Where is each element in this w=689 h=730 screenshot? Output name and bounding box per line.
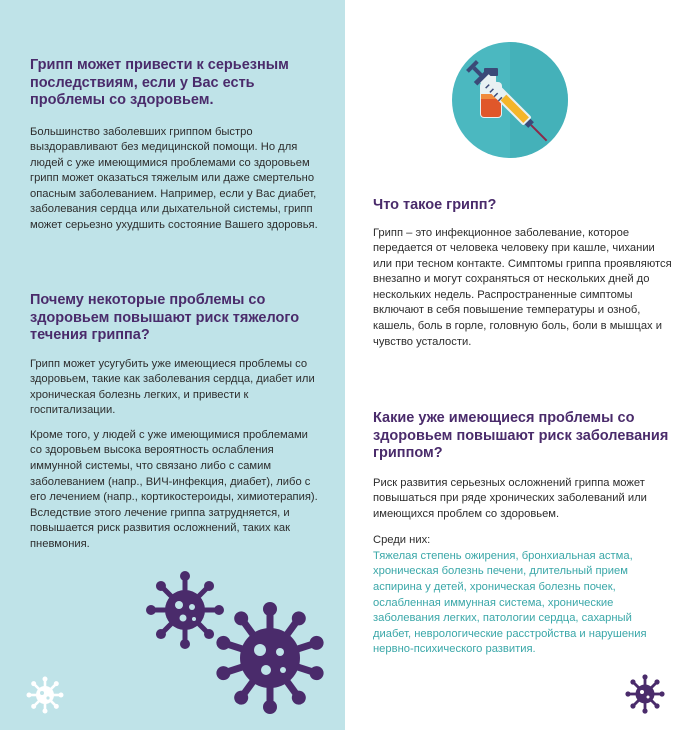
- right-section-1-title: Что такое грипп?: [373, 197, 497, 213]
- virus-icon: [625, 674, 665, 714]
- left-section-1-body: Большинство заболевших гриппом быстро выздоравливают без медицинской помощи. Но для людей с уже имеющимися проблемами со здоровьем грипп может оказаться тяжелым или даже смертельно опасным заболеванием. Например, если у Вас диабет, заболевания сердца или дыхательной системы, грипп может серьезно ухудшить состояние Вашего здоровья.: [30, 125, 318, 232]
- left-section-2: [30, 292, 320, 553]
- right-section-2-body: Риск развития серьезных осложнений гриппа может повышаться при ряде хронических заболеваний или имеющихся проблем со здоровьем.: [373, 476, 647, 520]
- vaccine-syringe-icon: [450, 40, 570, 160]
- right-section-2: [373, 410, 673, 658]
- right-section-2-list: Тяжелая степень ожирения, бронхиальная астма, хроническая болезнь печени, длительный прием аспирина у детей, хроническая болезнь почек, ослабленная иммунная система, хронические заболевания легких, патологии сердца, сахарный диабет, неврологические расстройства и нарушения нервно-психического развития.: [373, 549, 647, 656]
- right-section-2-list-intro: Среди них:: [373, 534, 431, 547]
- virus-icon: [26, 676, 64, 714]
- left-section-2-para2: Кроме того, у людей с уже имеющимися проблемами со здоровьем высока вероятность ослабления иммунной системы, что связано либо с самим заболеванием (напр., ВИЧ-инфекция, диабет), либо с его лечением (напр., кортикостероиды, химиотерапия). Вследствие этого лечение гриппа затрудняется, и повышается риск развития осложнений, таких как пневмония.: [30, 428, 318, 551]
- right-section-2-title: Какие уже имеющиеся проблемы со здоровьем повышают риск заболевания гриппом?: [373, 410, 669, 461]
- virus-icon: [212, 600, 328, 716]
- left-section-1-title: Грипп может привести к серьезным последствиям, если у Вас есть проблемы со здоровьем.: [30, 57, 289, 108]
- right-section-1: [373, 197, 673, 350]
- left-section-2-title: Почему некоторые проблемы со здоровьем повышают риск тяжелого течения гриппа?: [30, 292, 300, 343]
- right-column: [345, 0, 689, 730]
- right-section-1-body: Грипп – это инфекционное заболевание, которое передается от человека человеку при кашле, чихании или при тесном контакте. Симптомы гриппа проявляются внезапно и могут сохраняться от нескольких дней до нескольких недель. Распространенные симптомы включают в себя повышение температуры и озноб, кашель, боль в горле, головную боль, боли в мышцах и чувство усталости.: [373, 226, 672, 348]
- left-section-1: [30, 57, 320, 234]
- left-section-2-para1: Грипп может усугубить уже имеющиеся проблемы со здоровьем, такие как заболевания сердца, диабет или хроническая болезнь легких, и привести к госпитализации.: [30, 357, 315, 417]
